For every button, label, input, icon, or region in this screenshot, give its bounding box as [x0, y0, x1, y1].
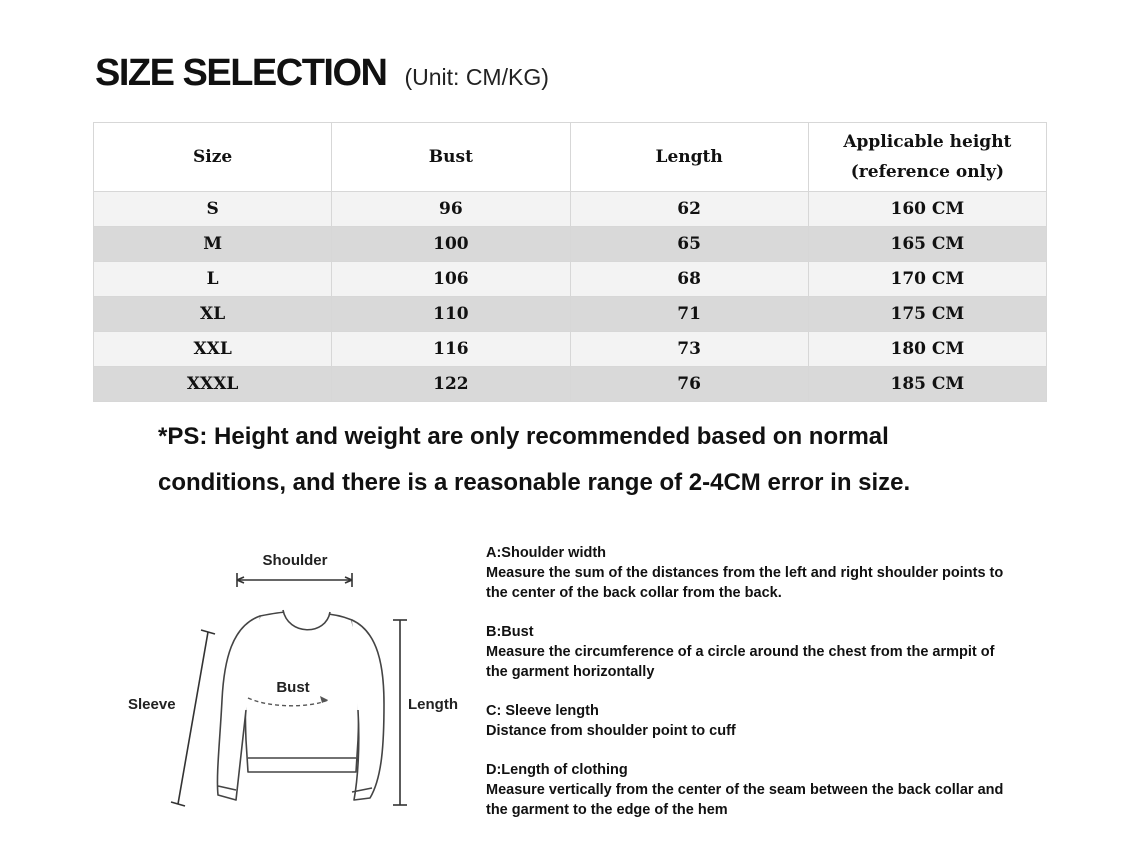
measurement-title: B:Bust	[486, 624, 534, 640]
measurement-desc: Distance from shoulder point to cuff	[486, 723, 736, 739]
measurement-item	[486, 543, 1016, 603]
table-row	[94, 192, 1047, 227]
cell-size: S	[94, 192, 332, 227]
table-row	[94, 262, 1047, 297]
sweater-diagram	[120, 540, 470, 820]
measurement-instructions	[486, 543, 1016, 839]
length-label: Length	[408, 696, 458, 713]
ps-note-line2: conditions, and there is a reasonable range of 2-4CM error in size.	[158, 469, 911, 496]
cell-height: 165 CM	[808, 227, 1046, 262]
measurement-title: C: Sleeve length	[486, 703, 599, 719]
bust-label: Bust	[276, 679, 310, 696]
cell-bust: 110	[332, 297, 570, 332]
shoulder-label: Shoulder	[262, 552, 328, 569]
cell-length: 65	[570, 227, 808, 262]
cell-length: 68	[570, 262, 808, 297]
measurement-desc: Measure the circumference of a circle around the chest from the armpit of the garment horizontally	[486, 644, 995, 680]
cell-size: XL	[94, 297, 332, 332]
cell-bust: 96	[332, 192, 570, 227]
measurement-item	[486, 622, 1016, 682]
sleeve-measure-line	[171, 630, 215, 806]
cell-length: 76	[570, 367, 808, 402]
shoulder-measure-line	[237, 573, 352, 587]
cell-bust: 106	[332, 262, 570, 297]
page-title: SIZE SELECTION	[95, 52, 387, 94]
measurement-item	[486, 760, 1016, 820]
header-size: Size	[94, 123, 332, 192]
cell-height: 170 CM	[808, 262, 1046, 297]
sleeve-label: Sleeve	[128, 696, 176, 713]
ps-note-line1: *PS: Height and weight are only recommended based on normal	[158, 423, 889, 450]
cell-height: 185 CM	[808, 367, 1046, 402]
cell-bust: 122	[332, 367, 570, 402]
table-header-row	[94, 123, 1047, 192]
cell-height: 160 CM	[808, 192, 1046, 227]
cell-length: 71	[570, 297, 808, 332]
size-chart-table	[93, 122, 1047, 402]
cell-height: 180 CM	[808, 332, 1046, 367]
table-row	[94, 332, 1047, 367]
measurement-title: A:Shoulder width	[486, 545, 607, 561]
header-applicable-height	[808, 123, 1046, 192]
cell-height: 175 CM	[808, 297, 1046, 332]
cell-size: XXXL	[94, 367, 332, 402]
table-row	[94, 367, 1047, 402]
unit-label: (Unit: CM/KG)	[404, 64, 549, 90]
sweater-outline-icon	[217, 610, 384, 800]
measurement-desc: Measure the sum of the distances from the left and right shoulder points to the center of the back collar from the back.	[486, 565, 1004, 601]
cell-bust: 116	[332, 332, 570, 367]
cell-size: L	[94, 262, 332, 297]
cell-size: M	[94, 227, 332, 262]
header-bust: Bust	[332, 123, 570, 192]
header-length: Length	[570, 123, 808, 192]
cell-length: 62	[570, 192, 808, 227]
measurement-title: D:Length of clothing	[486, 762, 628, 778]
header-height-line1: Applicable height	[843, 132, 1012, 152]
cell-length: 73	[570, 332, 808, 367]
cell-bust: 100	[332, 227, 570, 262]
length-measure-line	[393, 620, 407, 805]
measurement-item	[486, 701, 1016, 741]
cell-size: XXL	[94, 332, 332, 367]
title-row	[95, 52, 549, 95]
table-row	[94, 227, 1047, 262]
ps-note	[158, 414, 1038, 506]
header-height-line2: (reference only)	[850, 162, 1004, 182]
measurement-desc: Measure vertically from the center of the seam between the back collar and the garment to the edge of the hem	[486, 782, 1004, 818]
table-row	[94, 297, 1047, 332]
